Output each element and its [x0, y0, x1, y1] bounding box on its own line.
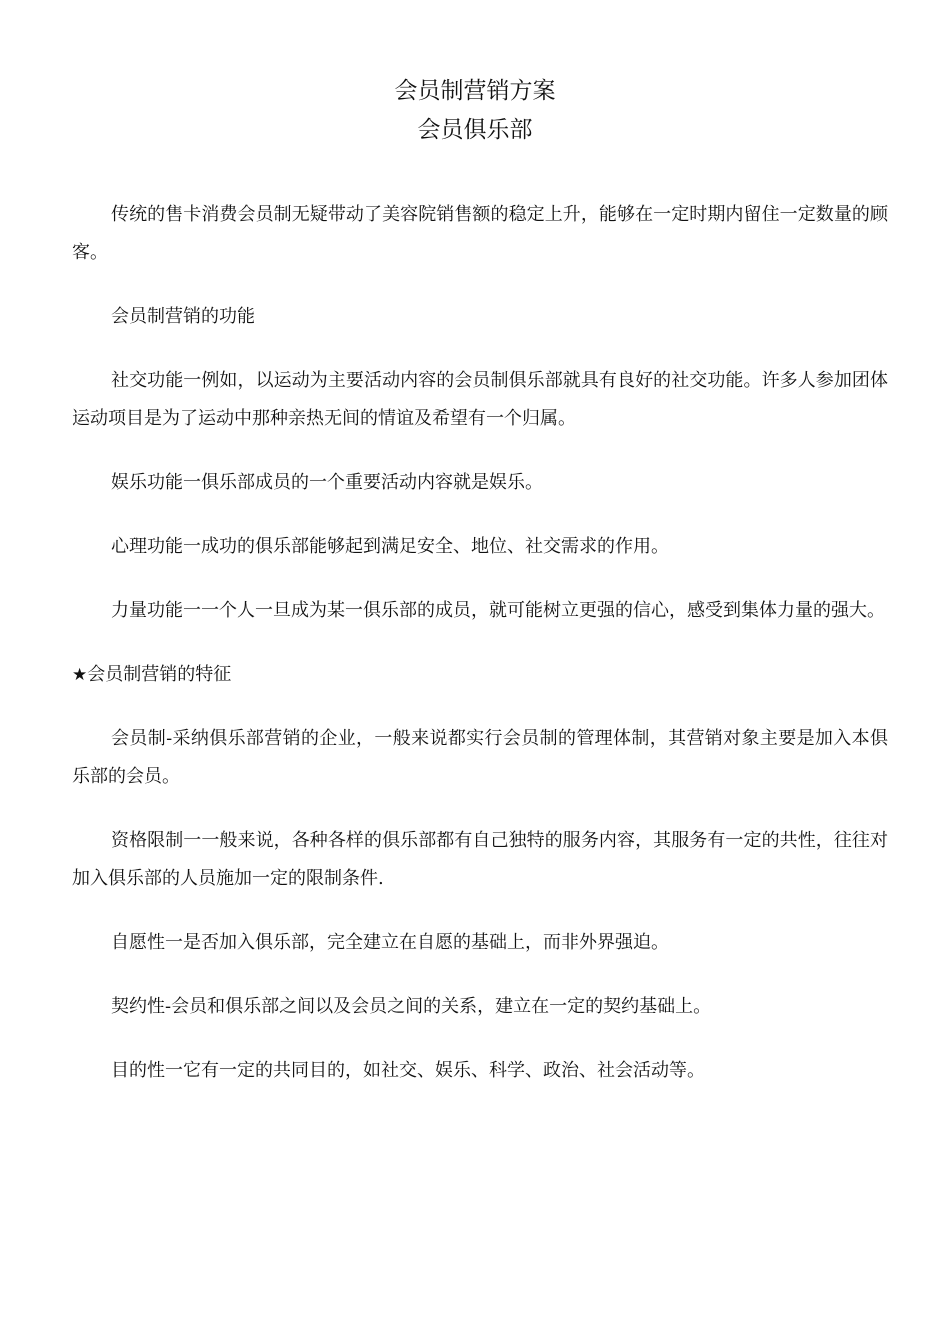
paragraph-contractual: 契约性-会员和俱乐部之间以及会员之间的关系，建立在一定的契约基础上。 — [111, 996, 712, 1017]
star-icon: ★ — [72, 665, 88, 685]
section-heading-functions: 会员制营销的功能 — [111, 306, 255, 327]
page-subtitle: 会员俱乐部 — [417, 117, 533, 143]
paragraph-entertainment-function: 娱乐功能一俱乐部成员的一个重要活动内容就是娱乐。 — [111, 472, 543, 493]
paragraph-social-function: 社交功能一例如，以运动为主要活动内容的会员制俱乐部就具有良好的社交功能。许多人参加团体运动项目是为了运动中那种亲热无间的情谊及希望有一个归属。 — [72, 370, 888, 429]
paragraph-psychological-function: 心理功能一成功的俱乐部能够起到满足安全、地位、社交需求的作用。 — [111, 536, 669, 557]
document-body — [72, 196, 888, 1116]
intro-paragraph: 传统的售卡消费会员制无疑带动了美容院销售额的稳定上升，能够在一定时期内留住一定数量的顾客。 — [72, 204, 888, 263]
paragraph-membership: 会员制-采纳俱乐部营销的企业，一般来说都实行会员制的管理体制，其营销对象主要是加入本俱乐部的会员。 — [72, 728, 888, 787]
section-heading-features-text: 会员制营销的特征 — [87, 664, 232, 685]
paragraph-strength-function: 力量功能一一个人一旦成为某一俱乐部的成员，就可能树立更强的信心，感受到集体力量的强大。 — [111, 600, 885, 621]
paragraph-voluntary: 自愿性一是否加入俱乐部，完全建立在自愿的基础上，而非外界强迫。 — [111, 932, 669, 953]
paragraph-qualification: 资格限制一一般来说，各种各样的俱乐部都有自己独特的服务内容，其服务有一定的共性，往往对加入俱乐部的人员施加一定的限制条件. — [72, 830, 888, 889]
paragraph-purpose: 目的性一它有一定的共同目的，如社交、娱乐、科学、政治、社会活动等。 — [111, 1060, 705, 1081]
section-heading-features — [72, 656, 888, 694]
title-block — [0, 74, 950, 152]
page-title: 会员制营销方案 — [394, 78, 556, 104]
